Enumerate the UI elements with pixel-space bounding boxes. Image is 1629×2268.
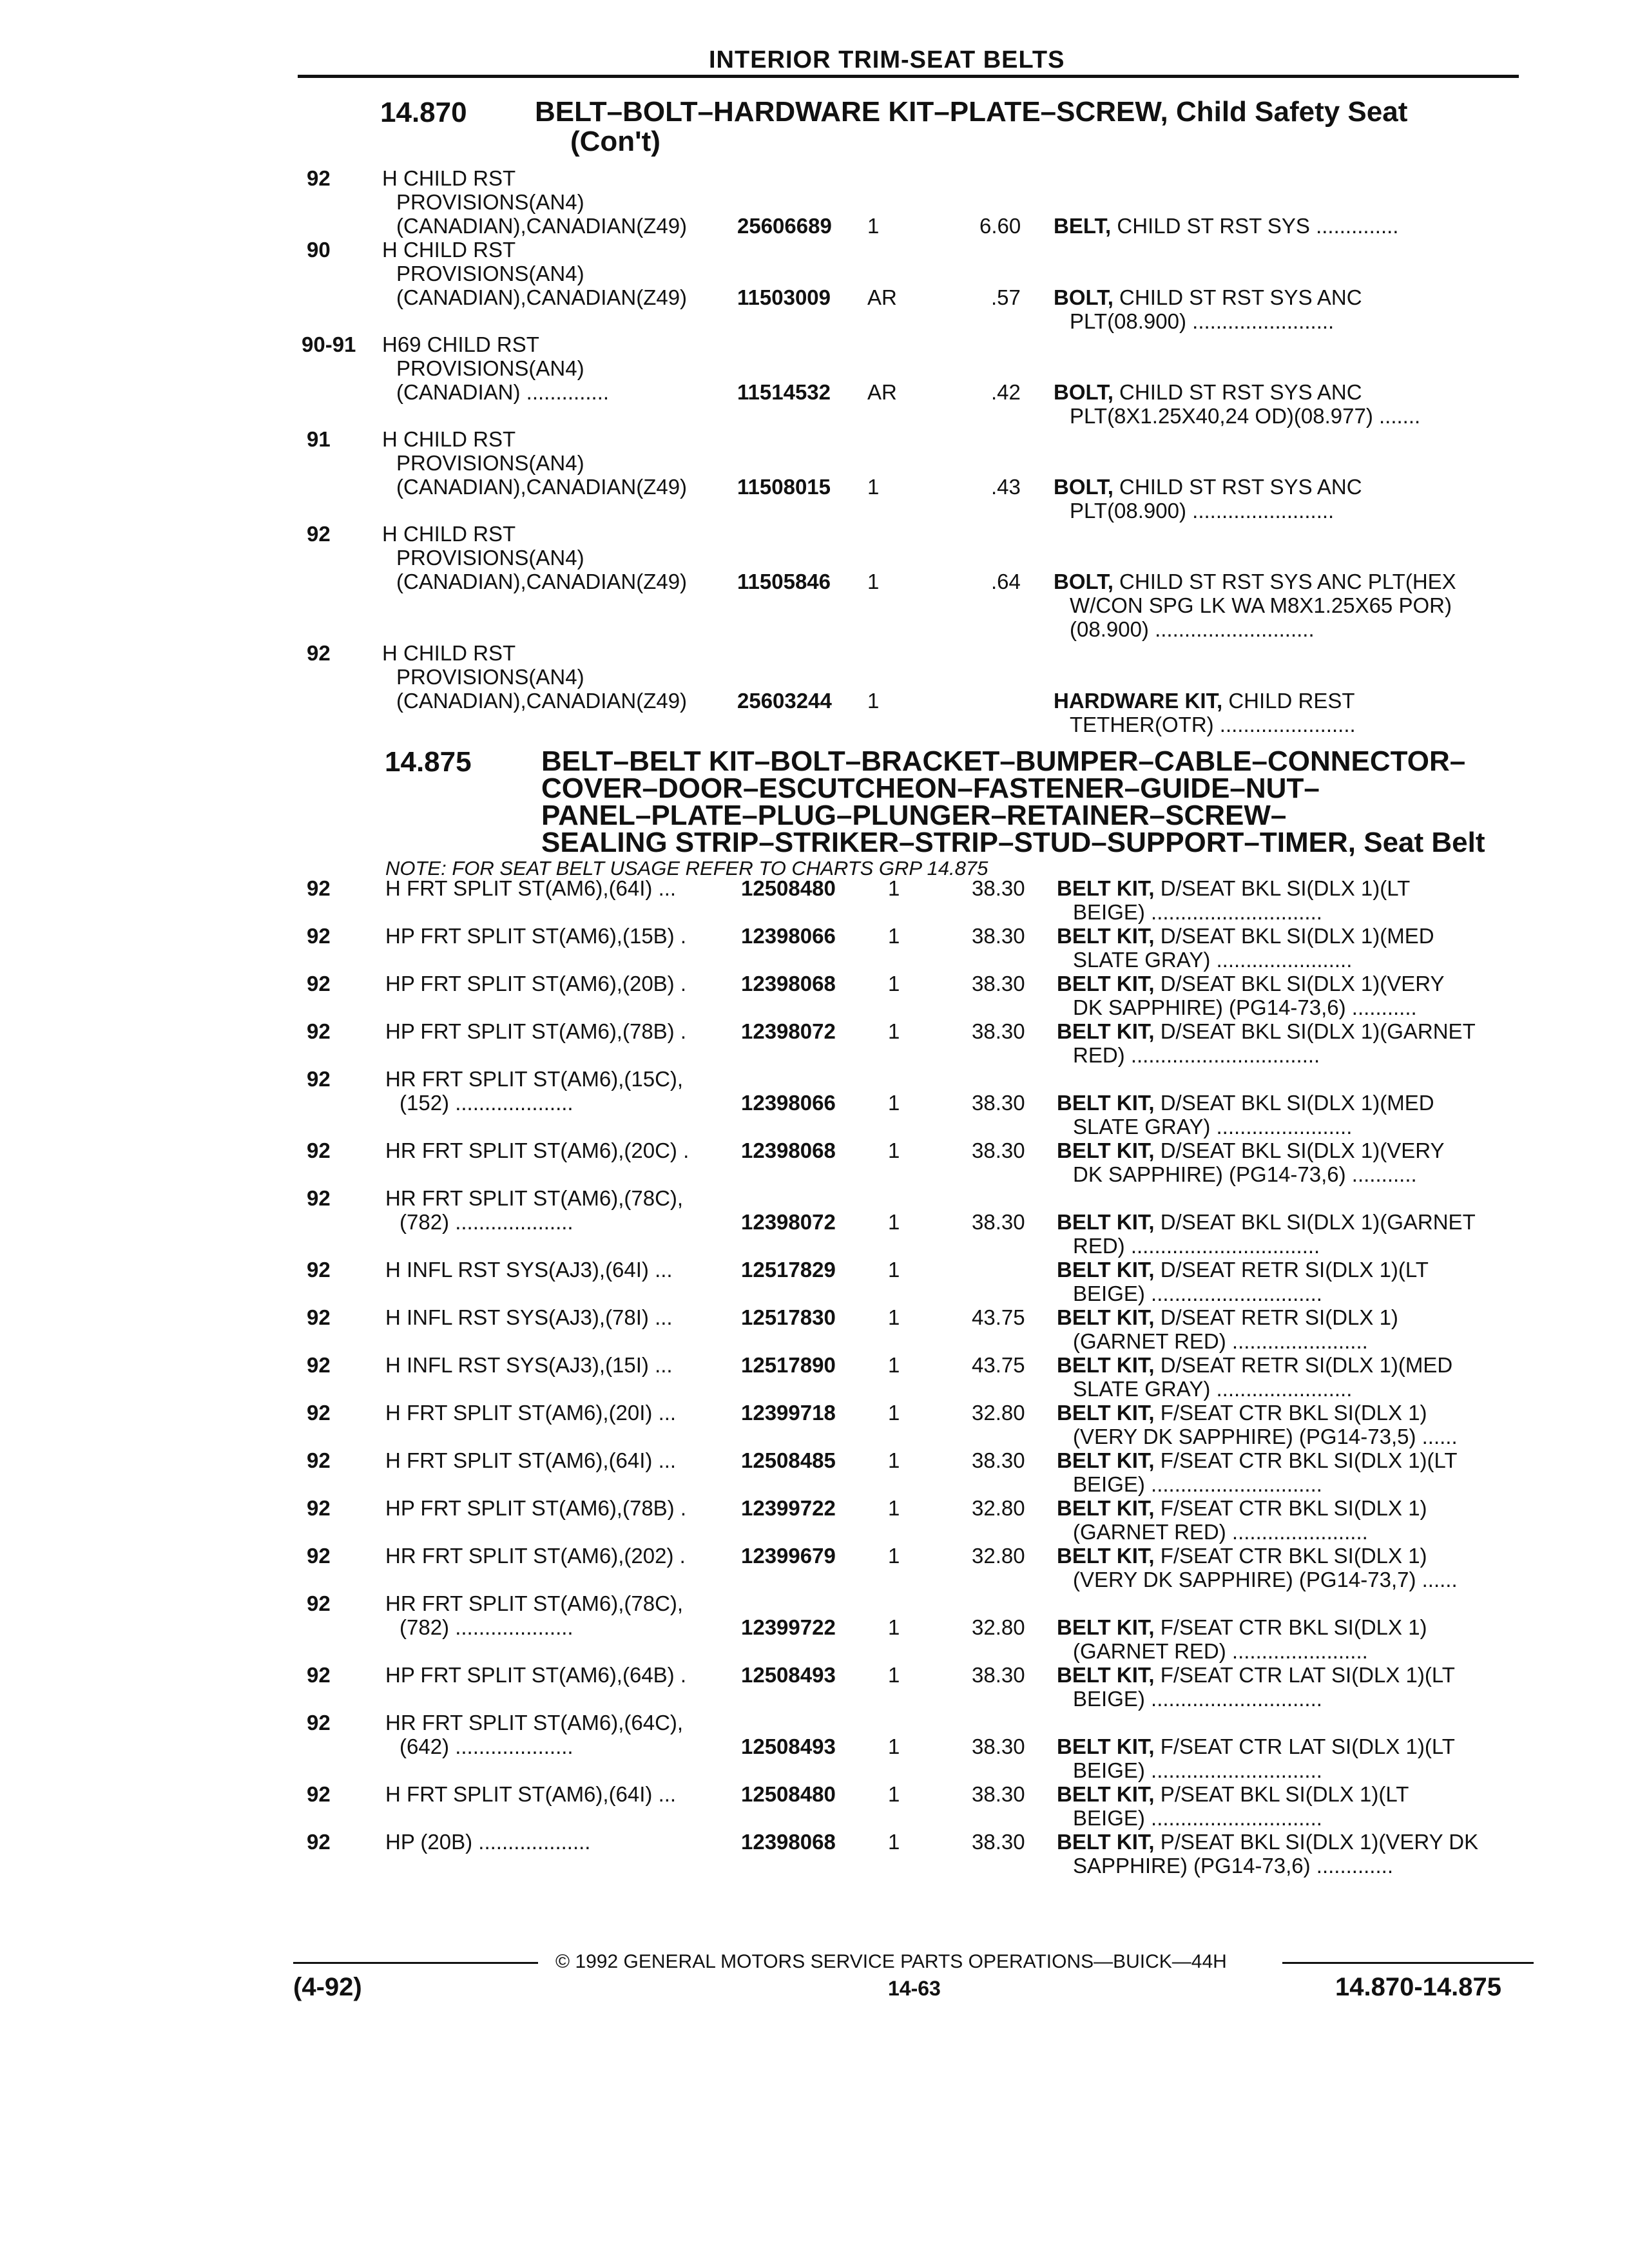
- part-name: BOLT,: [1054, 475, 1120, 499]
- usage-code: HP (20B) ...................: [385, 1830, 591, 1854]
- list-price: 43.75: [972, 1305, 1025, 1329]
- list-price: 38.30: [972, 972, 1025, 995]
- part-number: 12398066: [741, 1091, 836, 1115]
- part-name: BELT KIT,: [1057, 1663, 1161, 1687]
- part-description: [1057, 1305, 1398, 1329]
- part-detail: P/SEAT BKL SI(DLX 1)(VERY DK: [1160, 1830, 1479, 1854]
- part-description-cont: (VERY DK SAPPHIRE) (PG14-73,7) ......: [1073, 1568, 1458, 1591]
- model-year: 92: [307, 1353, 331, 1377]
- part-detail: D/SEAT RETR SI(DLX 1)(MED: [1160, 1353, 1453, 1377]
- part-detail: D/SEAT BKL SI(DLX 1)(VERY: [1160, 972, 1445, 995]
- quantity: 1: [888, 1210, 900, 1234]
- list-price: 32.80: [972, 1544, 1025, 1568]
- part-number: 12398072: [741, 1210, 836, 1234]
- part-name: BELT KIT,: [1057, 924, 1161, 948]
- section-title-line-main: SEALING STRIP–STRIKER–STRIP–STUD–SUPPORT–TIMER,: [541, 827, 1356, 858]
- part-number: 12508480: [741, 876, 836, 900]
- usage-code: H INFL RST SYS(AJ3),(64I) ...: [385, 1258, 673, 1282]
- footer-rule-right: [1282, 1962, 1534, 1964]
- part-name: BELT KIT,: [1057, 1615, 1161, 1639]
- section-range: 14.870-14.875: [1335, 1973, 1502, 2001]
- part-name: BELT KIT,: [1057, 1448, 1161, 1472]
- part-name: BOLT,: [1054, 570, 1120, 593]
- usage-code: H CHILD RST: [382, 166, 516, 190]
- list-price: 38.30: [972, 1210, 1025, 1234]
- quantity: 1: [888, 1448, 900, 1472]
- part-number: 12398068: [741, 972, 836, 995]
- copyright-notice: © 1992 GENERAL MOTORS SERVICE PARTS OPERATIONS—BUICK—44H: [555, 1951, 1227, 1972]
- part-name: BELT KIT,: [1057, 1258, 1161, 1282]
- part-description-cont: SLATE GRAY) .......................: [1073, 948, 1353, 972]
- part-description: [1057, 876, 1410, 900]
- part-description: [1054, 285, 1362, 309]
- part-detail: D/SEAT BKL SI(DLX 1)(MED: [1160, 924, 1434, 948]
- part-detail: CHILD ST RST SYS ..............: [1117, 214, 1399, 238]
- part-number: 11514532: [737, 380, 831, 404]
- quantity: 1: [867, 214, 880, 238]
- part-detail: D/SEAT BKL SI(DLX 1)(VERY: [1160, 1139, 1445, 1162]
- part-number: 12399718: [741, 1401, 836, 1425]
- usage-code: H CHILD RST: [382, 238, 516, 262]
- part-description: [1057, 1663, 1455, 1687]
- list-price: 38.30: [972, 924, 1025, 948]
- part-number: 12399722: [741, 1615, 836, 1639]
- part-description: [1054, 214, 1398, 238]
- part-description-cont: (GARNET RED) .......................: [1073, 1520, 1368, 1544]
- list-price: 6.60: [979, 214, 1021, 238]
- quantity: AR: [867, 285, 897, 309]
- part-number: 12398072: [741, 1019, 836, 1043]
- part-detail: F/SEAT CTR BKL SI(DLX 1): [1160, 1496, 1427, 1520]
- quantity: 1: [888, 1401, 900, 1425]
- usage-code: HP FRT SPLIT ST(AM6),(15B) .: [385, 924, 687, 948]
- part-description: [1057, 972, 1444, 995]
- quantity: 1: [888, 1353, 900, 1377]
- usage-code: PROVISIONS(AN4): [396, 262, 584, 285]
- list-price: .42: [991, 380, 1021, 404]
- quantity: 1: [888, 1258, 900, 1282]
- part-description: [1057, 1401, 1427, 1425]
- part-detail: CHILD REST: [1228, 689, 1355, 713]
- quantity: 1: [867, 570, 880, 593]
- quantity: 1: [888, 1735, 900, 1758]
- part-number: 25606689: [737, 214, 832, 238]
- section-title-line: [541, 827, 1485, 858]
- part-description-cont: (GARNET RED) .......................: [1073, 1639, 1368, 1663]
- part-number: 12508485: [741, 1448, 836, 1472]
- usage-code: (782) ....................: [400, 1615, 574, 1639]
- part-name: BELT KIT,: [1057, 1544, 1161, 1568]
- part-detail: F/SEAT CTR LAT SI(DLX 1)(LT: [1160, 1663, 1455, 1687]
- model-year: 92: [307, 1711, 331, 1735]
- part-number: 12398068: [741, 1139, 836, 1162]
- quantity: 1: [888, 1496, 900, 1520]
- list-price: 38.30: [972, 1782, 1025, 1806]
- part-description: [1054, 689, 1355, 713]
- part-number: 12399722: [741, 1496, 836, 1520]
- model-year: 92: [307, 1305, 331, 1329]
- part-detail: D/SEAT BKL SI(DLX 1)(GARNET: [1160, 1210, 1476, 1234]
- usage-code: (CANADIAN),CANADIAN(Z49): [396, 214, 688, 238]
- part-number: 12517829: [741, 1258, 836, 1282]
- header-rule: [298, 75, 1519, 78]
- part-name: BELT KIT,: [1057, 972, 1161, 995]
- page-number: 14-63: [888, 1977, 941, 2000]
- model-year: 92: [307, 1139, 331, 1162]
- usage-code: (CANADIAN),CANADIAN(Z49): [396, 475, 688, 499]
- model-year: 92: [307, 876, 331, 900]
- list-price: 38.30: [972, 1091, 1025, 1115]
- usage-code: (782) ....................: [400, 1210, 574, 1234]
- page-header: INTERIOR TRIM-SEAT BELTS: [709, 46, 1065, 73]
- part-detail: CHILD ST RST SYS ANC: [1119, 475, 1362, 499]
- part-detail: F/SEAT CTR BKL SI(DLX 1): [1160, 1401, 1427, 1425]
- part-name: BELT KIT,: [1057, 1496, 1161, 1520]
- quantity: 1: [867, 689, 880, 713]
- part-description: [1057, 1139, 1444, 1162]
- usage-code: H INFL RST SYS(AJ3),(15I) ...: [385, 1353, 673, 1377]
- part-number: 12398068: [741, 1830, 836, 1854]
- section-number: 14.870: [380, 97, 467, 128]
- part-number: 11503009: [737, 285, 831, 309]
- part-description-cont: (08.900) ...........................: [1070, 617, 1315, 641]
- part-description-cont: DK SAPPHIRE) (PG14-73,6) ...........: [1073, 995, 1417, 1019]
- usage-code: HP FRT SPLIT ST(AM6),(20B) .: [385, 972, 687, 995]
- quantity: 1: [888, 1544, 900, 1568]
- part-description-cont: SAPPHIRE) (PG14-73,6) .............: [1073, 1854, 1393, 1878]
- model-year: 92: [307, 1448, 331, 1472]
- part-description-cont: BEIGE) .............................: [1073, 1687, 1322, 1711]
- quantity: 1: [888, 1139, 900, 1162]
- part-detail: D/SEAT BKL SI(DLX 1)(GARNET: [1160, 1019, 1476, 1043]
- usage-code: PROVISIONS(AN4): [396, 190, 584, 214]
- part-description-cont: TETHER(OTR) .......................: [1070, 713, 1356, 736]
- quantity: 1: [888, 924, 900, 948]
- part-number: 12399679: [741, 1544, 836, 1568]
- section-title-line: PANEL–PLATE–PLUG–PLUNGER–RETAINER–SCREW–: [541, 800, 1287, 831]
- model-year: 92: [307, 166, 331, 190]
- part-description-cont: (GARNET RED) .......................: [1073, 1329, 1368, 1353]
- part-name: BELT KIT,: [1057, 1830, 1161, 1854]
- list-price: 38.30: [972, 1019, 1025, 1043]
- model-year: 92: [307, 1186, 331, 1210]
- usage-code: PROVISIONS(AN4): [396, 356, 584, 380]
- section-title-line: BELT–BELT KIT–BOLT–BRACKET–BUMPER–CABLE–CONNECTOR–: [541, 745, 1466, 777]
- list-price: 38.30: [972, 1830, 1025, 1854]
- date-code: (4-92): [293, 1973, 362, 2001]
- model-year: 92: [307, 1663, 331, 1687]
- section-title-cont: (Con't): [570, 126, 660, 157]
- part-number: 12508480: [741, 1782, 836, 1806]
- model-year: 92: [307, 1067, 331, 1091]
- part-number: 11508015: [737, 475, 831, 499]
- model-year: 92: [307, 1591, 331, 1615]
- part-name: BELT KIT,: [1057, 1139, 1161, 1162]
- quantity: 1: [888, 1663, 900, 1687]
- usage-code: HR FRT SPLIT ST(AM6),(20C) .: [385, 1139, 689, 1162]
- part-name: BELT KIT,: [1057, 1210, 1161, 1234]
- model-year: 92: [307, 1830, 331, 1854]
- list-price: 38.30: [972, 876, 1025, 900]
- part-description: [1054, 570, 1456, 593]
- list-price: 38.30: [972, 1663, 1025, 1687]
- part-detail: F/SEAT CTR BKL SI(DLX 1): [1160, 1615, 1427, 1639]
- model-year: 92: [307, 1019, 331, 1043]
- part-description: [1057, 1782, 1409, 1806]
- part-description-cont: SLATE GRAY) .......................: [1073, 1377, 1353, 1401]
- list-price: 38.30: [972, 1139, 1025, 1162]
- model-year: 92: [307, 1401, 331, 1425]
- list-price: .64: [991, 570, 1021, 593]
- section-title-line: COVER–DOOR–ESCUTCHEON–FASTENER–GUIDE–NUT–: [541, 773, 1320, 804]
- usage-code: HP FRT SPLIT ST(AM6),(78B) .: [385, 1019, 687, 1043]
- usage-code: H CHILD RST: [382, 427, 516, 451]
- usage-code: (CANADIAN),CANADIAN(Z49): [396, 689, 688, 713]
- part-detail: CHILD ST RST SYS ANC: [1119, 285, 1362, 309]
- usage-code: H CHILD RST: [382, 522, 516, 546]
- part-detail: CHILD ST RST SYS ANC PLT(HEX: [1119, 570, 1456, 593]
- model-year: 92: [307, 1258, 331, 1282]
- usage-code: H FRT SPLIT ST(AM6),(64I) ...: [385, 1782, 677, 1806]
- model-year: 92: [307, 522, 331, 546]
- section-title: BELT–BOLT–HARDWARE KIT–PLATE–SCREW, Child Safety Seat: [535, 96, 1408, 128]
- usage-code: (152) ....................: [400, 1091, 574, 1115]
- part-description-cont: BEIGE) .............................: [1073, 1282, 1322, 1305]
- list-price: 43.75: [972, 1353, 1025, 1377]
- usage-code: H INFL RST SYS(AJ3),(78I) ...: [385, 1305, 673, 1329]
- usage-code: H FRT SPLIT ST(AM6),(20I) ...: [385, 1401, 677, 1425]
- model-year: 92: [307, 1544, 331, 1568]
- part-name: BELT KIT,: [1057, 1782, 1161, 1806]
- usage-code: HR FRT SPLIT ST(AM6),(202) .: [385, 1544, 686, 1568]
- part-detail: F/SEAT CTR BKL SI(DLX 1): [1160, 1544, 1427, 1568]
- model-year: 92: [307, 924, 331, 948]
- part-detail: D/SEAT BKL SI(DLX 1)(LT: [1160, 876, 1411, 900]
- part-number: 12508493: [741, 1663, 836, 1687]
- part-detail: D/SEAT BKL SI(DLX 1)(MED: [1160, 1091, 1434, 1115]
- part-description: [1057, 1019, 1476, 1043]
- quantity: 1: [888, 1615, 900, 1639]
- part-detail: F/SEAT CTR LAT SI(DLX 1)(LT: [1160, 1735, 1455, 1758]
- part-number: 11505846: [737, 570, 831, 593]
- part-detail: D/SEAT RETR SI(DLX 1)(LT: [1160, 1258, 1429, 1282]
- part-name: BOLT,: [1054, 285, 1120, 309]
- part-description-cont: SLATE GRAY) .......................: [1073, 1115, 1353, 1139]
- part-description-cont: BEIGE) .............................: [1073, 1758, 1322, 1782]
- usage-code: (642) ....................: [400, 1735, 574, 1758]
- part-name: HARDWARE KIT,: [1054, 689, 1229, 713]
- part-name: BELT KIT,: [1057, 1735, 1161, 1758]
- quantity: 1: [888, 1019, 900, 1043]
- usage-code: (CANADIAN),CANADIAN(Z49): [396, 285, 688, 309]
- part-number: 12398066: [741, 924, 836, 948]
- quantity: 1: [888, 1830, 900, 1854]
- part-description: [1057, 1735, 1455, 1758]
- model-year: 91: [307, 427, 331, 451]
- usage-code: HP FRT SPLIT ST(AM6),(64B) .: [385, 1663, 687, 1687]
- part-description: [1057, 1830, 1478, 1854]
- usage-code: H CHILD RST: [382, 641, 516, 665]
- quantity: AR: [867, 380, 897, 404]
- model-year: 92: [307, 1496, 331, 1520]
- usage-code: H FRT SPLIT ST(AM6),(64I) ...: [385, 876, 677, 900]
- quantity: 1: [888, 876, 900, 900]
- usage-code: HR FRT SPLIT ST(AM6),(78C),: [385, 1591, 684, 1615]
- usage-code: PROVISIONS(AN4): [396, 451, 584, 475]
- part-description: [1054, 475, 1362, 499]
- list-price: 32.80: [972, 1401, 1025, 1425]
- part-number: 12508493: [741, 1735, 836, 1758]
- part-description-cont: BEIGE) .............................: [1073, 1472, 1322, 1496]
- part-name: BELT KIT,: [1057, 876, 1161, 900]
- model-year: 92: [307, 641, 331, 665]
- quantity: 1: [888, 1305, 900, 1329]
- usage-code: (CANADIAN) ..............: [396, 380, 610, 404]
- part-description-cont: BEIGE) .............................: [1073, 900, 1322, 924]
- usage-code: HR FRT SPLIT ST(AM6),(64C),: [385, 1711, 684, 1735]
- usage-code: H69 CHILD RST: [382, 332, 539, 356]
- model-year: 92: [307, 972, 331, 995]
- part-description: [1057, 1353, 1452, 1377]
- part-number: 12517830: [741, 1305, 836, 1329]
- list-price: 38.30: [972, 1735, 1025, 1758]
- part-detail: F/SEAT CTR BKL SI(DLX 1)(LT: [1160, 1448, 1458, 1472]
- usage-code: (CANADIAN),CANADIAN(Z49): [396, 570, 688, 593]
- section-number: 14.875: [385, 746, 472, 778]
- part-description-cont: W/CON SPG LK WA M8X1.25X65 POR): [1070, 593, 1452, 617]
- part-name: BOLT,: [1054, 380, 1120, 404]
- part-description: [1057, 1496, 1427, 1520]
- usage-code: PROVISIONS(AN4): [396, 546, 584, 570]
- part-description: [1057, 1210, 1476, 1234]
- section-title-tail: Seat Belt: [1364, 827, 1485, 858]
- part-description: [1057, 1448, 1458, 1472]
- part-description-cont: (VERY DK SAPPHIRE) (PG14-73,5) ......: [1073, 1425, 1458, 1448]
- list-price: 38.30: [972, 1448, 1025, 1472]
- list-price: 32.80: [972, 1496, 1025, 1520]
- part-name: BELT KIT,: [1057, 1019, 1161, 1043]
- quantity: 1: [888, 1782, 900, 1806]
- part-detail: CHILD ST RST SYS ANC: [1119, 380, 1362, 404]
- part-description: [1057, 1615, 1427, 1639]
- quantity: 1: [888, 1091, 900, 1115]
- part-description-cont: PLT(08.900) ........................: [1070, 309, 1335, 333]
- part-name: BELT KIT,: [1057, 1091, 1161, 1115]
- model-year: 92: [307, 1782, 331, 1806]
- list-price: 32.80: [972, 1615, 1025, 1639]
- quantity: 1: [867, 475, 880, 499]
- part-description-cont: PLT(08.900) ........................: [1070, 499, 1335, 523]
- part-name: BELT,: [1054, 214, 1117, 238]
- quantity: 1: [888, 972, 900, 995]
- footer-rule-left: [293, 1962, 538, 1964]
- part-description-cont: DK SAPPHIRE) (PG14-73,6) ...........: [1073, 1162, 1417, 1186]
- part-detail: P/SEAT BKL SI(DLX 1)(LT: [1160, 1782, 1409, 1806]
- part-description-cont: PLT(8X1.25X40,24 OD)(08.977) .......: [1070, 404, 1421, 428]
- list-price: .43: [991, 475, 1021, 499]
- usage-code: HP FRT SPLIT ST(AM6),(78B) .: [385, 1496, 687, 1520]
- usage-code: HR FRT SPLIT ST(AM6),(78C),: [385, 1186, 684, 1210]
- part-number: 25603244: [737, 689, 832, 713]
- part-description: [1057, 1258, 1429, 1282]
- part-description-cont: BEIGE) .............................: [1073, 1806, 1322, 1830]
- usage-code: H FRT SPLIT ST(AM6),(64I) ...: [385, 1448, 677, 1472]
- part-description: [1057, 1091, 1434, 1115]
- part-name: BELT KIT,: [1057, 1353, 1161, 1377]
- part-number: 12517890: [741, 1353, 836, 1377]
- part-description: [1057, 1544, 1427, 1568]
- part-name: BELT KIT,: [1057, 1305, 1161, 1329]
- usage-code: PROVISIONS(AN4): [396, 665, 584, 689]
- model-year: 90: [307, 238, 331, 262]
- part-name: BELT KIT,: [1057, 1401, 1161, 1425]
- part-description-cont: RED) ................................: [1073, 1234, 1320, 1258]
- part-description: [1057, 924, 1434, 948]
- usage-code: HR FRT SPLIT ST(AM6),(15C),: [385, 1067, 684, 1091]
- part-description-cont: RED) ................................: [1073, 1043, 1320, 1067]
- model-year: 90-91: [302, 332, 356, 356]
- part-description: [1054, 380, 1362, 404]
- usage-note: NOTE: FOR SEAT BELT USAGE REFER TO CHARTS GRP 14.875: [385, 857, 988, 879]
- part-detail: D/SEAT RETR SI(DLX 1): [1160, 1305, 1398, 1329]
- list-price: .57: [991, 285, 1021, 309]
